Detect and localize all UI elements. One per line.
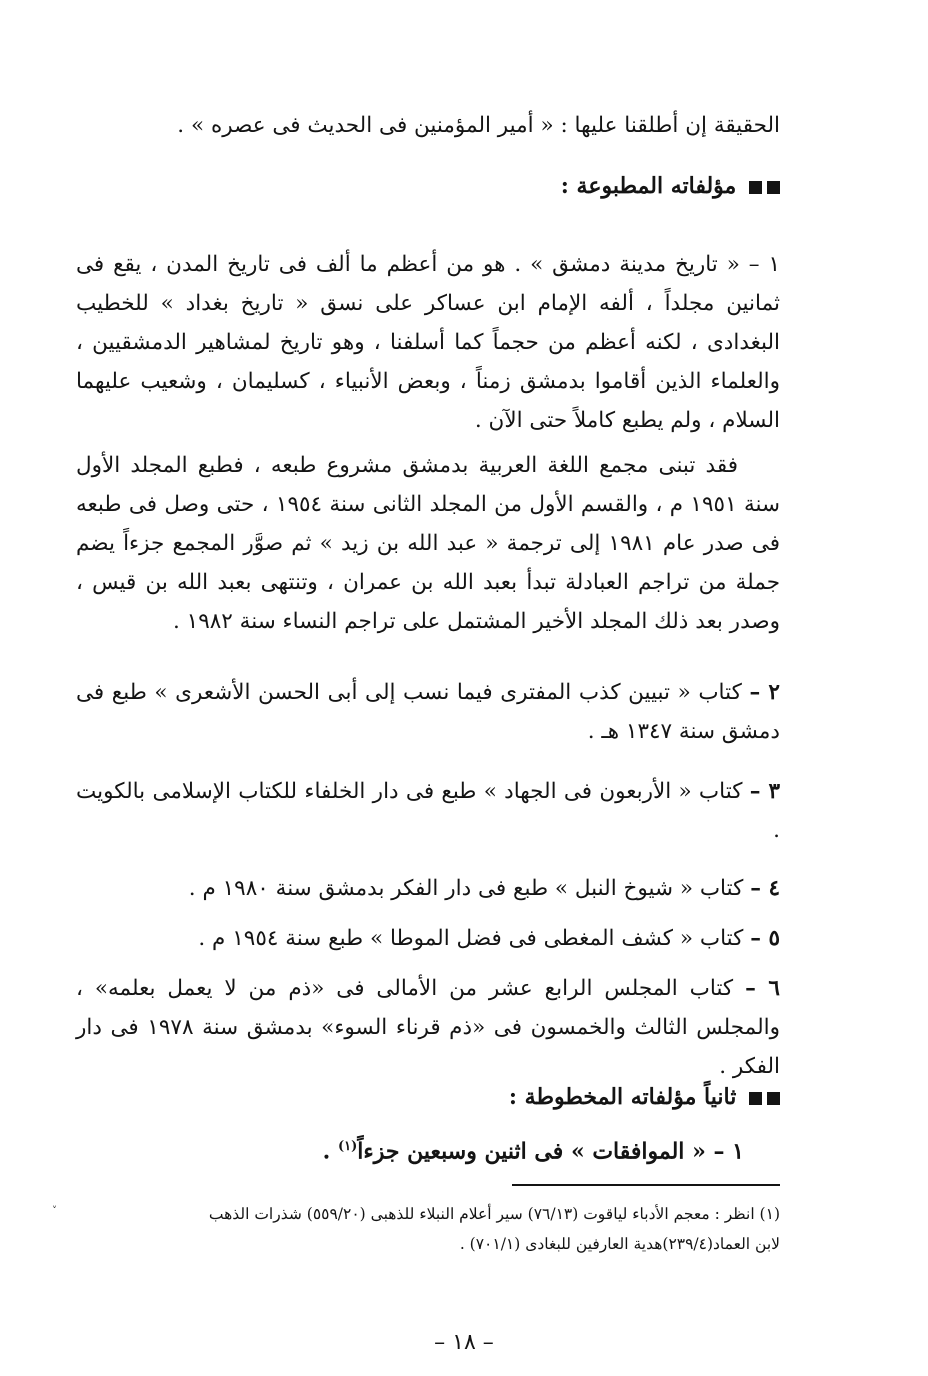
item-number: ١ – <box>713 1138 744 1165</box>
item-5 <box>76 919 780 958</box>
item-end: . <box>322 1138 338 1165</box>
square-bullet-icon <box>767 1092 780 1105</box>
square-bullet-icon <box>767 181 780 194</box>
item-number: ٤ – <box>750 876 780 901</box>
footnote-line-2: لابن العماد(٢٣٩/٤)هدية العارفين للبغادى (٧٠١/١) . <box>459 1235 780 1253</box>
item-text: كتاب المجلس الرابع عشر من الأمالى فى «ذم من لا يعمل بعلمه» ، والمجلس الثالث والخمسون فى «ذم قرناء السوء» بدمشق سنة ١٩٧٨ فى دار الفكر . <box>76 976 781 1079</box>
item-number: ٦ – <box>745 976 780 1001</box>
item-3 <box>76 772 780 850</box>
page-number: – ١٨ – <box>434 1330 494 1355</box>
margin-mark-icon: ˅ <box>52 1206 57 1217</box>
item-number: ٣ – <box>749 779 780 804</box>
item-text: كتاب « شيوخ النبل » طبع فى دار الفكر بدمشق سنة ١٩٨٠ م . <box>188 876 744 901</box>
section-heading-manuscripts <box>76 1077 780 1117</box>
square-bullet-icon <box>749 1092 762 1105</box>
heading-text: مؤلفاته المطبوعة : <box>560 173 737 199</box>
item-2 <box>76 673 780 751</box>
item-number: ٢ – <box>749 680 780 705</box>
item-6 <box>76 969 780 1086</box>
paragraph-academy: فقد تبنى مجمع اللغة العربية بدمشق مشروع طبعه ، فطبع المجلد الأول سنة ١٩٥١ م ، والقسم الأول من المجلد الثانى سنة ١٩٥٤ ، حتى وصل فى طبعه فى صدر عام ١٩٨١ إلى ترجمة « عبد الله بن زيد » ثم صوَّر المجمع جزءاً يضم جملة من تراجم العبادلة تبدأ بعبد الله بن عمران ، وتنتهى بعبد الله بن قيس ، وصدر بعد ذلك المجلد الأخير المشتمل على تراجم النساء سنة ١٩٨٢ . <box>76 453 780 634</box>
item-4 <box>76 869 780 908</box>
item-text: كتاب « الأربعون فى الجهاد » طبع فى دار الخلفاء للكتاب الإسلامى بالكويت . <box>76 779 780 843</box>
item-text: « الموافقات » فى اثنين وسبعين جزءاً <box>357 1138 706 1165</box>
item-text: كتاب « تبيين كذب المفترى فيما نسب إلى أبى الحسن الأشعرى » طبع فى دمشق سنة ١٣٤٧ هـ . <box>76 680 780 744</box>
item-text: « تاريخ مدينة دمشق » . هو من أعظم ما ألف فى تاريخ المدن ، يقع فى ثمانين مجلداً ، ألفه الإمام ابن عساكر على نسق « تاريخ بغداد » للخطيب البغدادى ، لكنه أعظم من حجماً كما أسلفنا ، وهو تاريخ لمشاهير الدمشقيين ، والعلماء الذين أقاموا بدمشق زمناً ، وبعض الأنبياء ، كسليمان ، وشعيب عليهما السلام ، ولم يطبع كاملاً حتى الآن . <box>76 252 780 433</box>
page-body <box>76 0 780 1376</box>
footnote-divider <box>512 1184 780 1186</box>
item-number: ٥ – <box>750 926 780 951</box>
manuscript-item-1 <box>76 1127 744 1171</box>
footnote-line-1: (١) انظر : معجم الأدباء لياقوت (٧٦/١٣) سير أعلام النبلاء للذهبى (٥٥٩/٢٠) شذرات الذهب <box>208 1205 780 1223</box>
section-heading-printed <box>76 166 780 206</box>
footnote-ref: (١) <box>338 1139 358 1154</box>
item-number: ١ – <box>748 252 781 277</box>
heading-text: ثانياً مؤلفاته المخطوطة : <box>508 1084 737 1110</box>
square-bullet-icon <box>749 181 762 194</box>
item-text: كتاب « كشف المغطى فى فضل الموطا » طبع سنة ١٩٥٤ م . <box>198 926 744 951</box>
item-1-tarikh-dimashq <box>76 245 780 440</box>
intro-line: الحقيقة إن أطلقنا عليها : « أمير المؤمنين فى الحديث فى عصره » . <box>177 113 780 138</box>
